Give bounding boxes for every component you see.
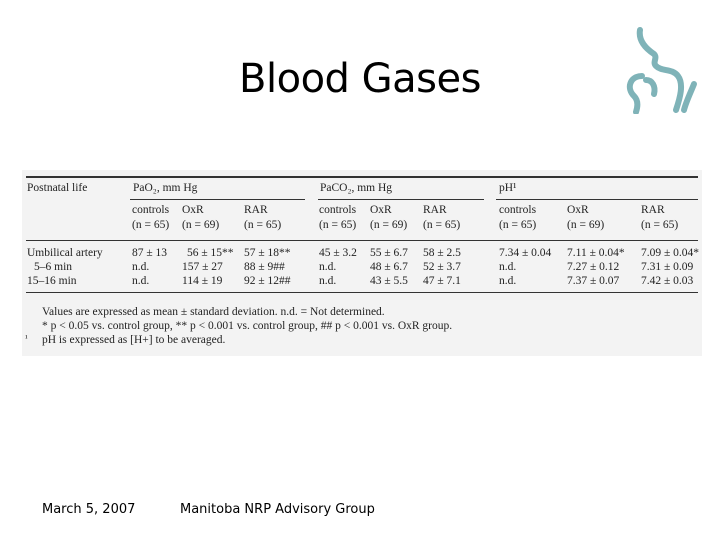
table-cell: 92 ± 12## [244,275,291,287]
sub-header-n: (n = 69) [370,219,408,231]
blood-gases-table [22,170,702,356]
row-label: 15–16 min [27,275,77,287]
footnote-significance: * p < 0.05 vs. control group, ** p < 0.001 vs. control group, ## p < 0.001 vs. OxR group. [42,320,453,332]
header-bottom-rule [26,240,698,241]
table-cell: 7.31 ± 0.09 [641,261,694,273]
table-cell: 7.42 ± 0.03 [641,275,694,287]
table-cell: 45 ± 3.2 [319,247,357,259]
sub-header-label: controls [319,204,357,216]
footnote-marker: ¹ [25,333,28,343]
paco2-group-rule [318,199,484,200]
sub-header-n: (n = 65) [132,219,170,231]
ph-group-rule [496,199,698,200]
sub-header-label: RAR [423,204,447,216]
sub-header-n: (n = 65) [244,219,282,231]
sub-header-label: controls [132,204,170,216]
table-cell: 157 ± 27 [182,261,223,273]
table-cell: 87 ± 13 [132,247,168,259]
table-cell: 55 ± 6.7 [370,247,408,259]
table-cell: n.d. [132,261,150,273]
table-cell: 43 ± 5.5 [370,275,408,287]
sub-header-label: OxR [182,204,204,216]
group-header-postnatal: Postnatal life [27,182,88,194]
sub-header-label: OxR [567,204,589,216]
footer-organization: Manitoba NRP Advisory Group [180,502,375,517]
body-bottom-rule [26,292,698,293]
table-cell: 7.11 ± 0.04* [567,247,625,259]
table-cell: n.d. [499,275,517,287]
mother-and-child-logo-icon [618,24,702,114]
footnote-values: Values are expressed as mean ± standard deviation. n.d. = Not determined. [42,306,385,318]
sub-header-n: (n = 65) [423,219,461,231]
group-header-ph: pH¹ [499,182,517,194]
row-label: Umbilical artery [27,247,103,259]
table-cell: 47 ± 7.1 [423,275,461,287]
sub-header-label: RAR [244,204,268,216]
table-cell: 57 ± 18** [244,247,291,259]
table-cell: 88 ± 9## [244,261,285,273]
table-cell: 7.37 ± 0.07 [567,275,620,287]
sub-header-label: OxR [370,204,392,216]
table-cell: 58 ± 2.5 [423,247,461,259]
table-cell: 56 ± 15** [187,247,234,259]
group-header-pao2: PaO₂, mm Hg [133,182,198,194]
sub-header-n: (n = 65) [499,219,537,231]
table-cell: n.d. [319,261,337,273]
table-cell: 114 ± 19 [182,275,223,287]
table-cell: n.d. [132,275,150,287]
footnote-ph: pH is expressed as [H+] to be averaged. [42,334,226,346]
group-header-paco2: PaCO₂, mm Hg [320,182,393,194]
table-top-rule [26,176,698,178]
footer-date: March 5, 2007 [42,502,136,517]
sub-header-label: RAR [641,204,665,216]
table-cell: 7.34 ± 0.04 [499,247,552,259]
table-cell: n.d. [499,261,517,273]
pao2-group-rule [130,199,305,200]
table-cell: 7.09 ± 0.04* [641,247,700,259]
sub-header-n: (n = 69) [567,219,605,231]
table-cell: n.d. [319,275,337,287]
slide-title: Blood Gases [239,56,481,102]
table-cell: 48 ± 6.7 [370,261,408,273]
sub-header-n: (n = 65) [319,219,357,231]
sub-header-n: (n = 69) [182,219,220,231]
table-cell: 52 ± 3.7 [423,261,461,273]
row-label: 5–6 min [34,261,73,273]
sub-header-n: (n = 65) [641,219,679,231]
table-cell: 7.27 ± 0.12 [567,261,620,273]
sub-header-label: controls [499,204,537,216]
